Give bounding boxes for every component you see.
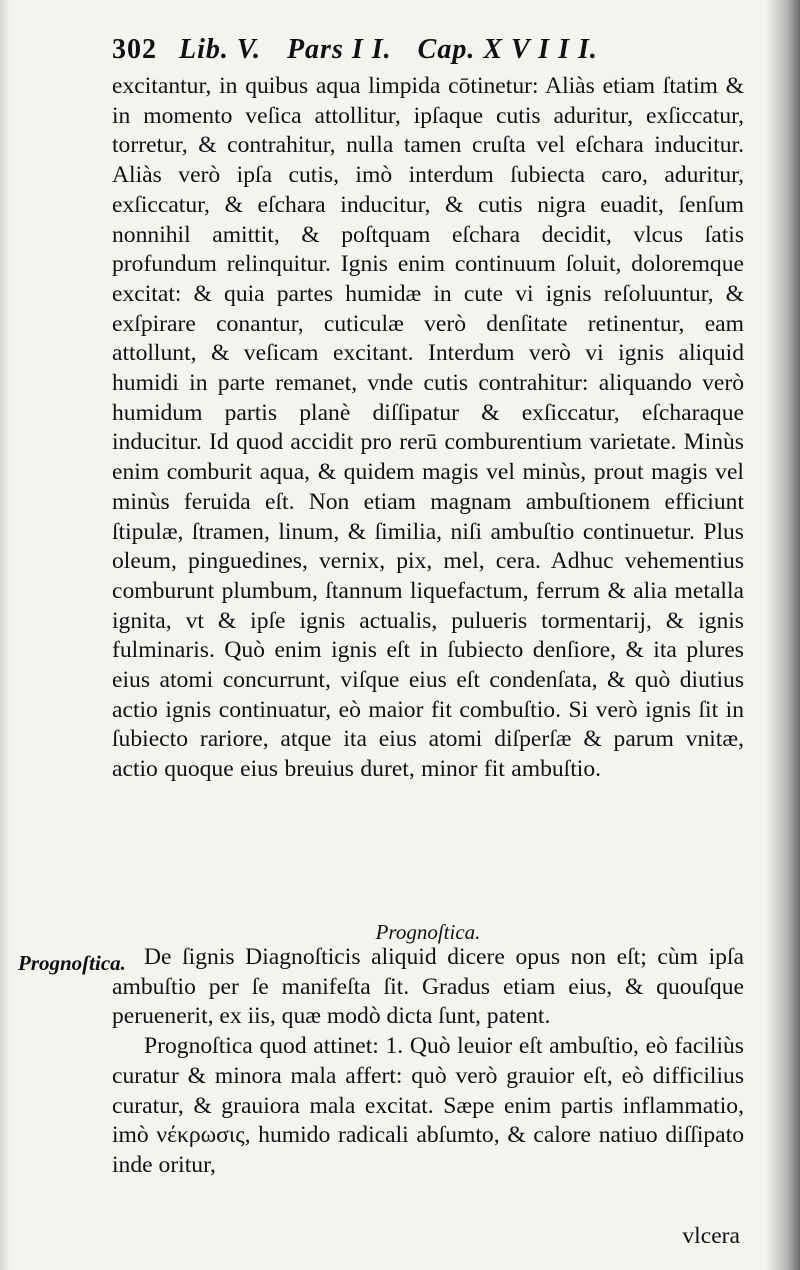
section-heading: Prognoſtica. (375, 920, 481, 944)
page-left-edge-shading (0, 0, 10, 1270)
main-paragraph: excitantur, in quibus aqua limpida cōtinetur: Aliàs etiam ſtatim & in momento veſica attollitur, ipſaque cutis aduritur, exſiccatur, torretur, & contrahitur, nulla tamen cruſta vel eſchara inducitur. Aliàs verò ipſa cutis, imò interdum ſubiecta caro, aduritur, exſiccatur, & eſchara inducitur, & cutis nigra euadit, ſenſum nonnihil amittit, & poſtquam eſchara decidit, vlcus ſatis profundum relinquitur. Ignis enim continuum ſoluit, doloremque excitat: & quia partes humidæ in cute vi ignis reſoluuntur, & exſpirare conantur, cuticulæ verò denſitate retinentur, eam attollunt, & veſicam excitant. Interdum verò vi ignis aliquid humidi in parte remanet, vnde cutis contrahitur: aliquando verò humidum partis planè diſſipatur & exſiccatur, eſcharaque inducitur. Id quod accidit pro rerū comburentium varietate. Minùs enim comburit aqua, & quidem magis vel minùs, prout magis vel minùs feruida eſt. Non etiam magnam ambuſtionem efficiunt ſtipulæ, ſtramen, linum, & ſimilia, niſi ambuſtio continuetur. Plus oleum, pinguedines, vernix, pix, mel, cera. Adhuc vehementius comburunt plumbum, ſtannum liquefactum, ferrum & alia metalla ignita, vt & ipſe ignis actualis, pulueris tormentarij, & ignis fulminaris. Quò enim ignis eſt in ſubiecto denſiore, & ita plures eius atomi concurrunt, viſque eius eſt condenſata, & quò diutius actio ignis continuatur, eò maior fit combuſtio. Si verò ignis ſit in ſubiecto rariore, atque ita eius atomi diſperſæ & parum vnitæ, actio quoque eius breuius duret, minor fit ambuſtio. (112, 73, 744, 783)
prognostica-text-block (112, 943, 744, 1181)
part-label: Pars I I. (286, 34, 392, 65)
book-label: Lib. V. (179, 34, 261, 65)
page-number: 302 (112, 34, 157, 65)
chapter-label: Cap. X V I I I. (417, 34, 598, 65)
prognostica-paragraph-1: De ſignis Diagnoſticis aliquid dicere opus non eſt; cùm ipſa ambuſtio per ſe manifeſta ſit. Gradus etiam eius, & quouſque peruenerit, ex iis, quæ modò dicta ſunt, patent. (112, 944, 744, 1030)
main-text-block (112, 72, 744, 785)
running-head (112, 30, 672, 70)
spine-shadow (766, 0, 800, 1270)
catchword: vlcera (682, 1223, 740, 1249)
prognostica-paragraph-2: Prognoſtica quod attinet: 1. Quò leuior eſt ambuſtio, eò faciliùs curatur & minora mala affert: quò verò grauior eſt, eò difficilius curatur, & grauiora mala excitat. Sæpe enim partis inflammatio, imò νέκρωσις, humido radicali abſumto, & calore natiuo diſſipato inde oritur, (112, 1033, 744, 1178)
margin-note: Prognoſtica. (18, 951, 126, 975)
